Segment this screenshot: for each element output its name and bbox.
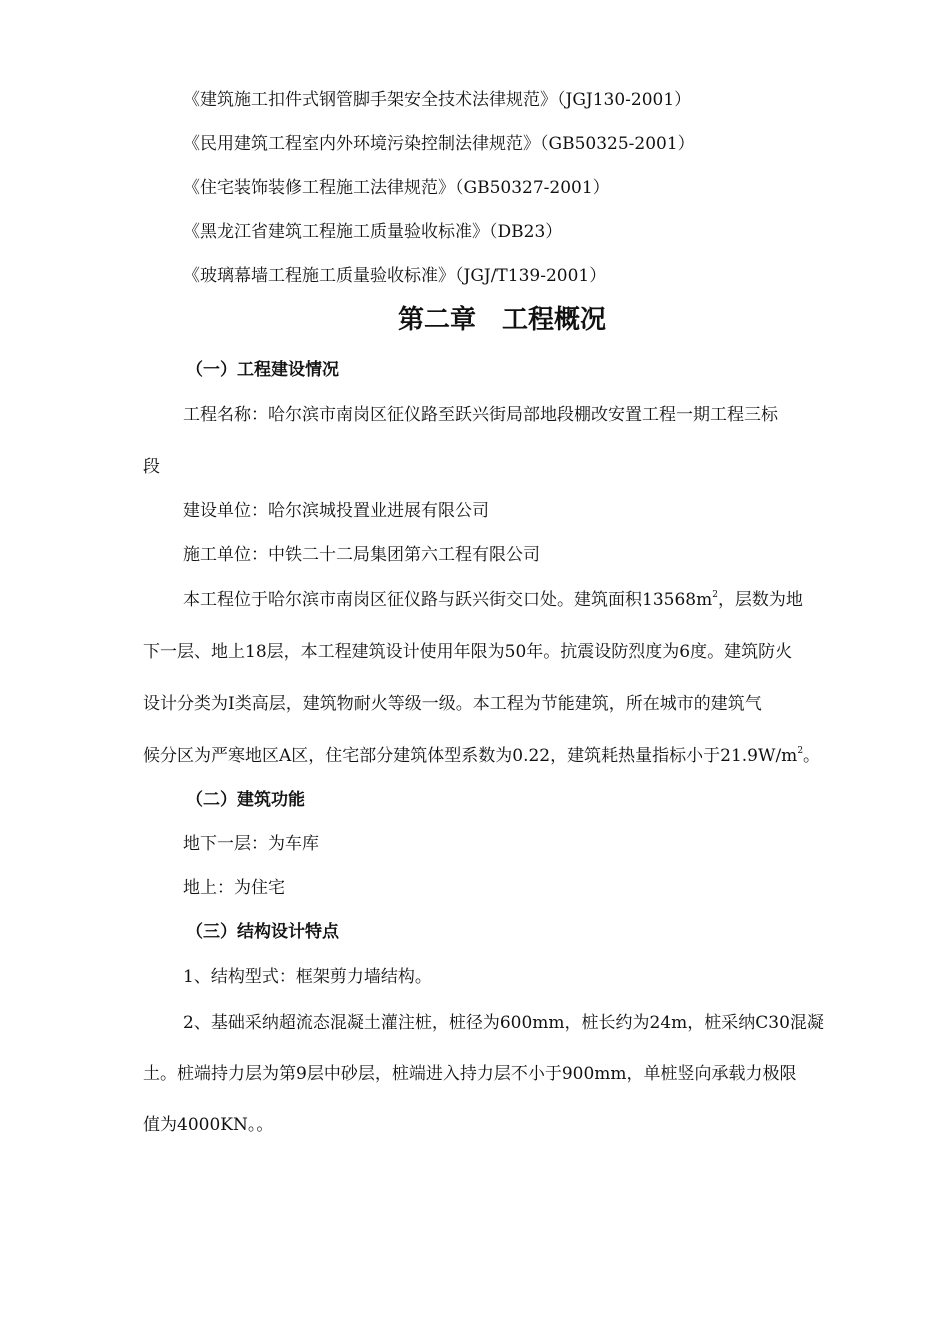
reference-item: 《民用建筑工程室内外环境污染控制法律规范》（GB50325-2001） — [183, 134, 695, 154]
description-line — [183, 589, 950, 611]
structure-item: 2、基础采纳超流态混凝土灌注桩，桩径为600mm，桩长约为24m，桩采纳C30混凝 — [183, 1013, 824, 1033]
description-line: 下一层、地上18层，本工程建筑设计使用年限为50年。抗震设防烈度为6度。建筑防火 — [143, 642, 793, 662]
superscript: 2 — [797, 746, 804, 756]
function-line: 地上：为住宅 — [183, 878, 285, 898]
superscript: 2 — [712, 590, 718, 600]
structure-item: 土。桩端持力层为第9层中砂层，桩端进入持力层不小于900mm，单桩竖向承载力极限 — [143, 1064, 797, 1084]
reference-item: 《建筑施工扣件式钢管脚手架安全技术法律规范》（JGJ130-2001） — [183, 90, 692, 110]
contractor-line: 施工单位：中铁二十二局集团第六工程有限公司 — [183, 545, 540, 565]
description-line — [143, 745, 950, 767]
reference-item: 《住宅装饰装修工程施工法律规范》（GB50327-2001） — [183, 178, 610, 198]
section-heading: （二）建筑功能 — [186, 790, 305, 810]
function-line: 地下一层：为车库 — [183, 834, 319, 854]
description-text: 候分区为严寒地区A区，住宅部分建筑体型系数为0.22，建筑耗热量指标小于21.9W/m — [143, 746, 798, 766]
structure-item: 1、结构型式：框架剪力墙结构。 — [183, 967, 432, 987]
owner-line: 建设单位：哈尔滨城投置业进展有限公司 — [183, 501, 489, 521]
reference-item: 《玻璃幕墙工程施工质量验收标准》（JGJ/T139-2001） — [183, 266, 607, 286]
description-text: 本工程位于哈尔滨市南岗区征仪路与跃兴街交口处。建筑面积13568m — [183, 590, 713, 610]
description-text: ，层数为地 — [717, 590, 803, 610]
section-heading: （三）结构设计特点 — [186, 922, 339, 942]
reference-item: 《黑龙江省建筑工程施工质量验收标准》（DB23） — [183, 222, 563, 242]
project-name-line: 工程名称：哈尔滨市南岗区征仪路至跃兴街局部地段棚改安置工程一期工程三标 — [183, 405, 778, 425]
project-name-line: 段 — [143, 457, 160, 477]
chapter-title: 第二章 工程概况 — [397, 305, 606, 335]
structure-item: 值为4000KN。。 — [143, 1115, 274, 1135]
section-heading: （一）工程建设情况 — [186, 360, 339, 380]
description-text: 。 — [803, 746, 821, 766]
description-line: 设计分类为Ⅰ类高层，建筑物耐火等级一级。本工程为节能建筑，所在城市的建筑气 — [143, 694, 762, 714]
